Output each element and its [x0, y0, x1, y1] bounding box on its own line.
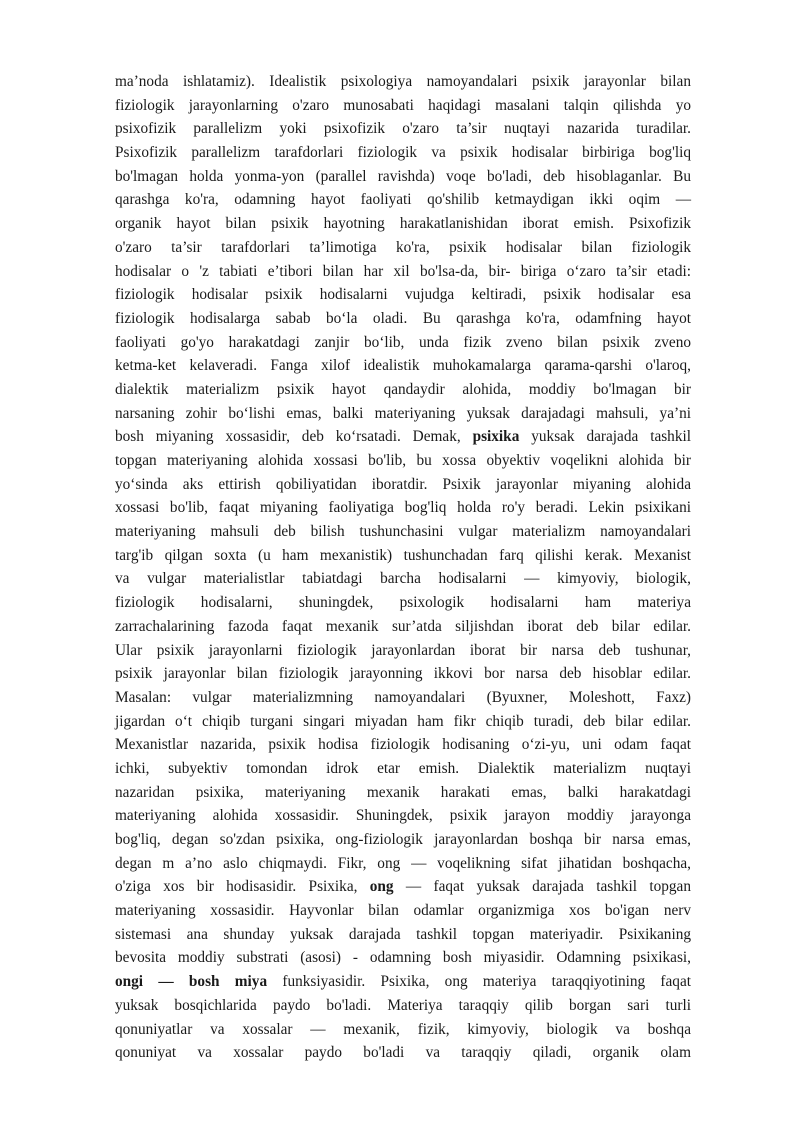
text-line [115, 544, 691, 568]
text-segment: qonuniyat va xossalar paydo bo'ladi va taraqqiy qiladi, organik olam [115, 1044, 691, 1062]
text-segment: bo'lmagan holda yonma-yon (parallel ravishda) voqe bo'ladi, deb hisoblaganlar. Bu [115, 167, 691, 185]
text-line [115, 828, 691, 852]
text-line [115, 899, 691, 923]
text-segment: sistemasi ana shunday yuksak darajada tashkil topgan materiyadir. Psixikaning [115, 925, 691, 943]
text-segment: materiyaning mahsuli deb bilish tushunchasini vulgar materializm namoyandalari [115, 523, 691, 541]
text-line [115, 260, 691, 284]
text-segment: bosh miyaning xossasidir, deb ko‘rsatadi. Demak, [115, 428, 473, 446]
text-segment: o'ziga xos bir hodisasidir. Psixika, [115, 878, 370, 896]
text-line [115, 923, 691, 947]
text-segment: psixik jarayonlar bilan fiziologik jarayonning ikkovi bor narsa deb hisoblar edilar. [115, 665, 691, 683]
text-line [115, 425, 691, 449]
text-segment: materiyaning xossasidir. Hayvonlar bilan odamlar organizmiga xos bo'igan nerv [115, 902, 691, 920]
text-segment: fiziologik jarayonlarning o'zaro munosabati haqidagi masalani talqin qilishda yo [115, 96, 691, 114]
text-segment: fiziologik hodisalar psixik hodisalarni vujudga keltiradi, psixik hodisalar esa [115, 286, 691, 304]
text-segment: ma’noda ishlatamiz). Idealistik psixologiya namoyandalari psixik jarayonlar bilan [115, 73, 691, 90]
text-line [115, 473, 691, 497]
text-segment: zarrachalarining fazoda faqat mexanik sur’atda siljishdan iborat deb bilar edilar. [115, 617, 691, 635]
text-segment: funksiyasidir. Psixika, ong materiya taraqqiyotining faqat [267, 973, 691, 991]
text-line [115, 117, 691, 141]
text-segment: degan m a’no aslo chiqmaydi. Fikr, ong — voqelikning sifat jihatidan boshqacha, [115, 854, 691, 872]
text-segment: yo‘sinda aks ettirish qobiliyatidan iboratdir. Psixik jarayonlar miyaning alohida [115, 475, 691, 493]
text-line [115, 331, 691, 355]
text-segment: yuksak darajada tashkil [519, 428, 691, 446]
text-segment: o'zaro ta’sir tarafdorlari ta’limotiga ko'ra, psixik hodisalar bilan fiziologik [115, 238, 691, 256]
text-segment: hodisalar o 'z tabiati e’tibori bilan har xil bo'lsa-da, bir- biriga o‘zaro ta’sir etadi: [115, 262, 691, 280]
text-line [115, 662, 691, 686]
body-text [115, 70, 691, 1065]
text-segment: — faqat yuksak darajada tashkil topgan [393, 878, 691, 896]
text-line [115, 307, 691, 331]
text-segment: va vulgar materialistlar tabiatdagi barcha hodisalarni — kimyoviy, biologik, [115, 570, 691, 588]
text-segment: topgan materiyaning alohida xossasi bo'lib, bu xossa obyektiv voqelikni alohida bir [115, 452, 691, 469]
text-line [115, 283, 691, 307]
text-segment: qonuniyatlar va xossalar — mexanik, fizik, kimyoviy, biologik va boshqa [115, 1020, 691, 1038]
text-line [115, 710, 691, 734]
text-segment: bog'liq, degan so'zdan psixika, ong-fiziologik jarayonlardan boshqa bir narsa emas, [115, 831, 691, 848]
text-line [115, 686, 691, 710]
text-segment: psixofizik parallelizm yoki psixofizik o'zaro ta’sir nuqtayi nazarida turadilar. [115, 120, 691, 138]
text-line [115, 615, 691, 639]
text-segment: organik hayot bilan psixik hayotning harakatlanishidan iborat emish. Psixofizik [115, 215, 691, 233]
text-segment: Mexanistlar nazarida, psixik hodisa fiziologik hodisaning o‘zi-yu, uni odam faqat [115, 736, 691, 754]
text-segment: ichki, subyektiv tomondan idrok etar emish. Dialektik materializm nuqtayi [115, 759, 691, 777]
text-line [115, 378, 691, 402]
text-line [115, 94, 691, 118]
text-segment: qarashga ko'ra, odamning hayot faoliyati qo'shilib ketmaydigan ikki oqim — [115, 191, 691, 209]
text-line [115, 781, 691, 805]
bold-term: psixika [472, 428, 520, 446]
text-line [115, 1041, 691, 1065]
text-line [115, 946, 691, 970]
text-line [115, 1018, 691, 1042]
text-line [115, 188, 691, 212]
text-line [115, 496, 691, 520]
text-line [115, 212, 691, 236]
text-segment: targ'ib qilgan soxta (u ham mexanistik) tushunchadan farq qilishi kerak. Mexanist [115, 546, 691, 564]
text-line [115, 354, 691, 378]
text-segment: jigardan o‘t chiqib turgani singari miyadan ham fikr chiqib turadi, deb bilar edilar. [115, 712, 691, 730]
text-line [115, 733, 691, 757]
text-segment: narsaning zohir bo‘lishi emas, balki materiyaning yuksak darajadagi mahsuli, ya’ni [115, 404, 691, 422]
text-line [115, 141, 691, 165]
text-segment: faoliyati go'yo harakatdagi zanjir bo‘lib, unda fizik zveno bilan psixik zveno [115, 333, 691, 351]
text-segment: materiyaning alohida xossasidir. Shuningdek, psixik jarayon moddiy jarayonga [115, 807, 691, 825]
text-segment: xossasi bo'lib, faqat miyaning faoliyatiga bog'liq holda ro'y beradi. Lekin psixikani [115, 499, 691, 517]
text-line [115, 449, 691, 473]
text-segment: nazaridan psixika, materiyaning mexanik harakati emas, balki harakatdagi [115, 783, 691, 801]
text-segment: yuksak bosqichlarida paydo bo'ladi. Materiya taraqqiy qilib borgan sari turli [115, 996, 691, 1014]
text-segment: dialektik materializm psixik hayot qandaydir alohida, moddiy bo'lmagan bir [115, 380, 691, 398]
text-line [115, 567, 691, 591]
bold-term: ongi — bosh miya [115, 973, 268, 991]
text-line [115, 520, 691, 544]
text-line [115, 804, 691, 828]
text-line [115, 402, 691, 426]
text-segment: Psixofizik parallelizm tarafdorlari fiziologik va psixik hodisalar birbiriga bog'liq [115, 144, 691, 162]
text-segment: fiziologik hodisalarni, shuningdek, psixologik hodisalarni ham materiya [115, 594, 691, 612]
text-line [115, 852, 691, 876]
text-line [115, 994, 691, 1018]
text-line [115, 970, 691, 994]
text-line [115, 875, 691, 899]
text-line [115, 165, 691, 189]
text-segment: Masalan: vulgar materializmning namoyandalari (Byuxner, Moleshott, Faxz) [115, 688, 691, 706]
text-segment: ketma-ket kelaveradi. Fanga xilof idealistik muhokamalarga qarama-qarshi o'laroq, [115, 357, 691, 375]
text-segment: fiziologik hodisalarga sabab bo‘la oladi. Bu qarashga ko'ra, odamfning hayot [115, 309, 691, 327]
text-line [115, 591, 691, 615]
text-segment: Ular psixik jarayonlarni fiziologik jarayonlardan iborat bir narsa deb tushunar, [115, 641, 691, 659]
text-line [115, 639, 691, 663]
text-line [115, 757, 691, 781]
bold-term: ong [369, 878, 394, 896]
text-segment: bevosita moddiy substrati (asosi) - odamning bosh miyasidir. Odamning psixikasi, [115, 949, 691, 967]
text-line [115, 70, 691, 94]
text-line [115, 236, 691, 260]
